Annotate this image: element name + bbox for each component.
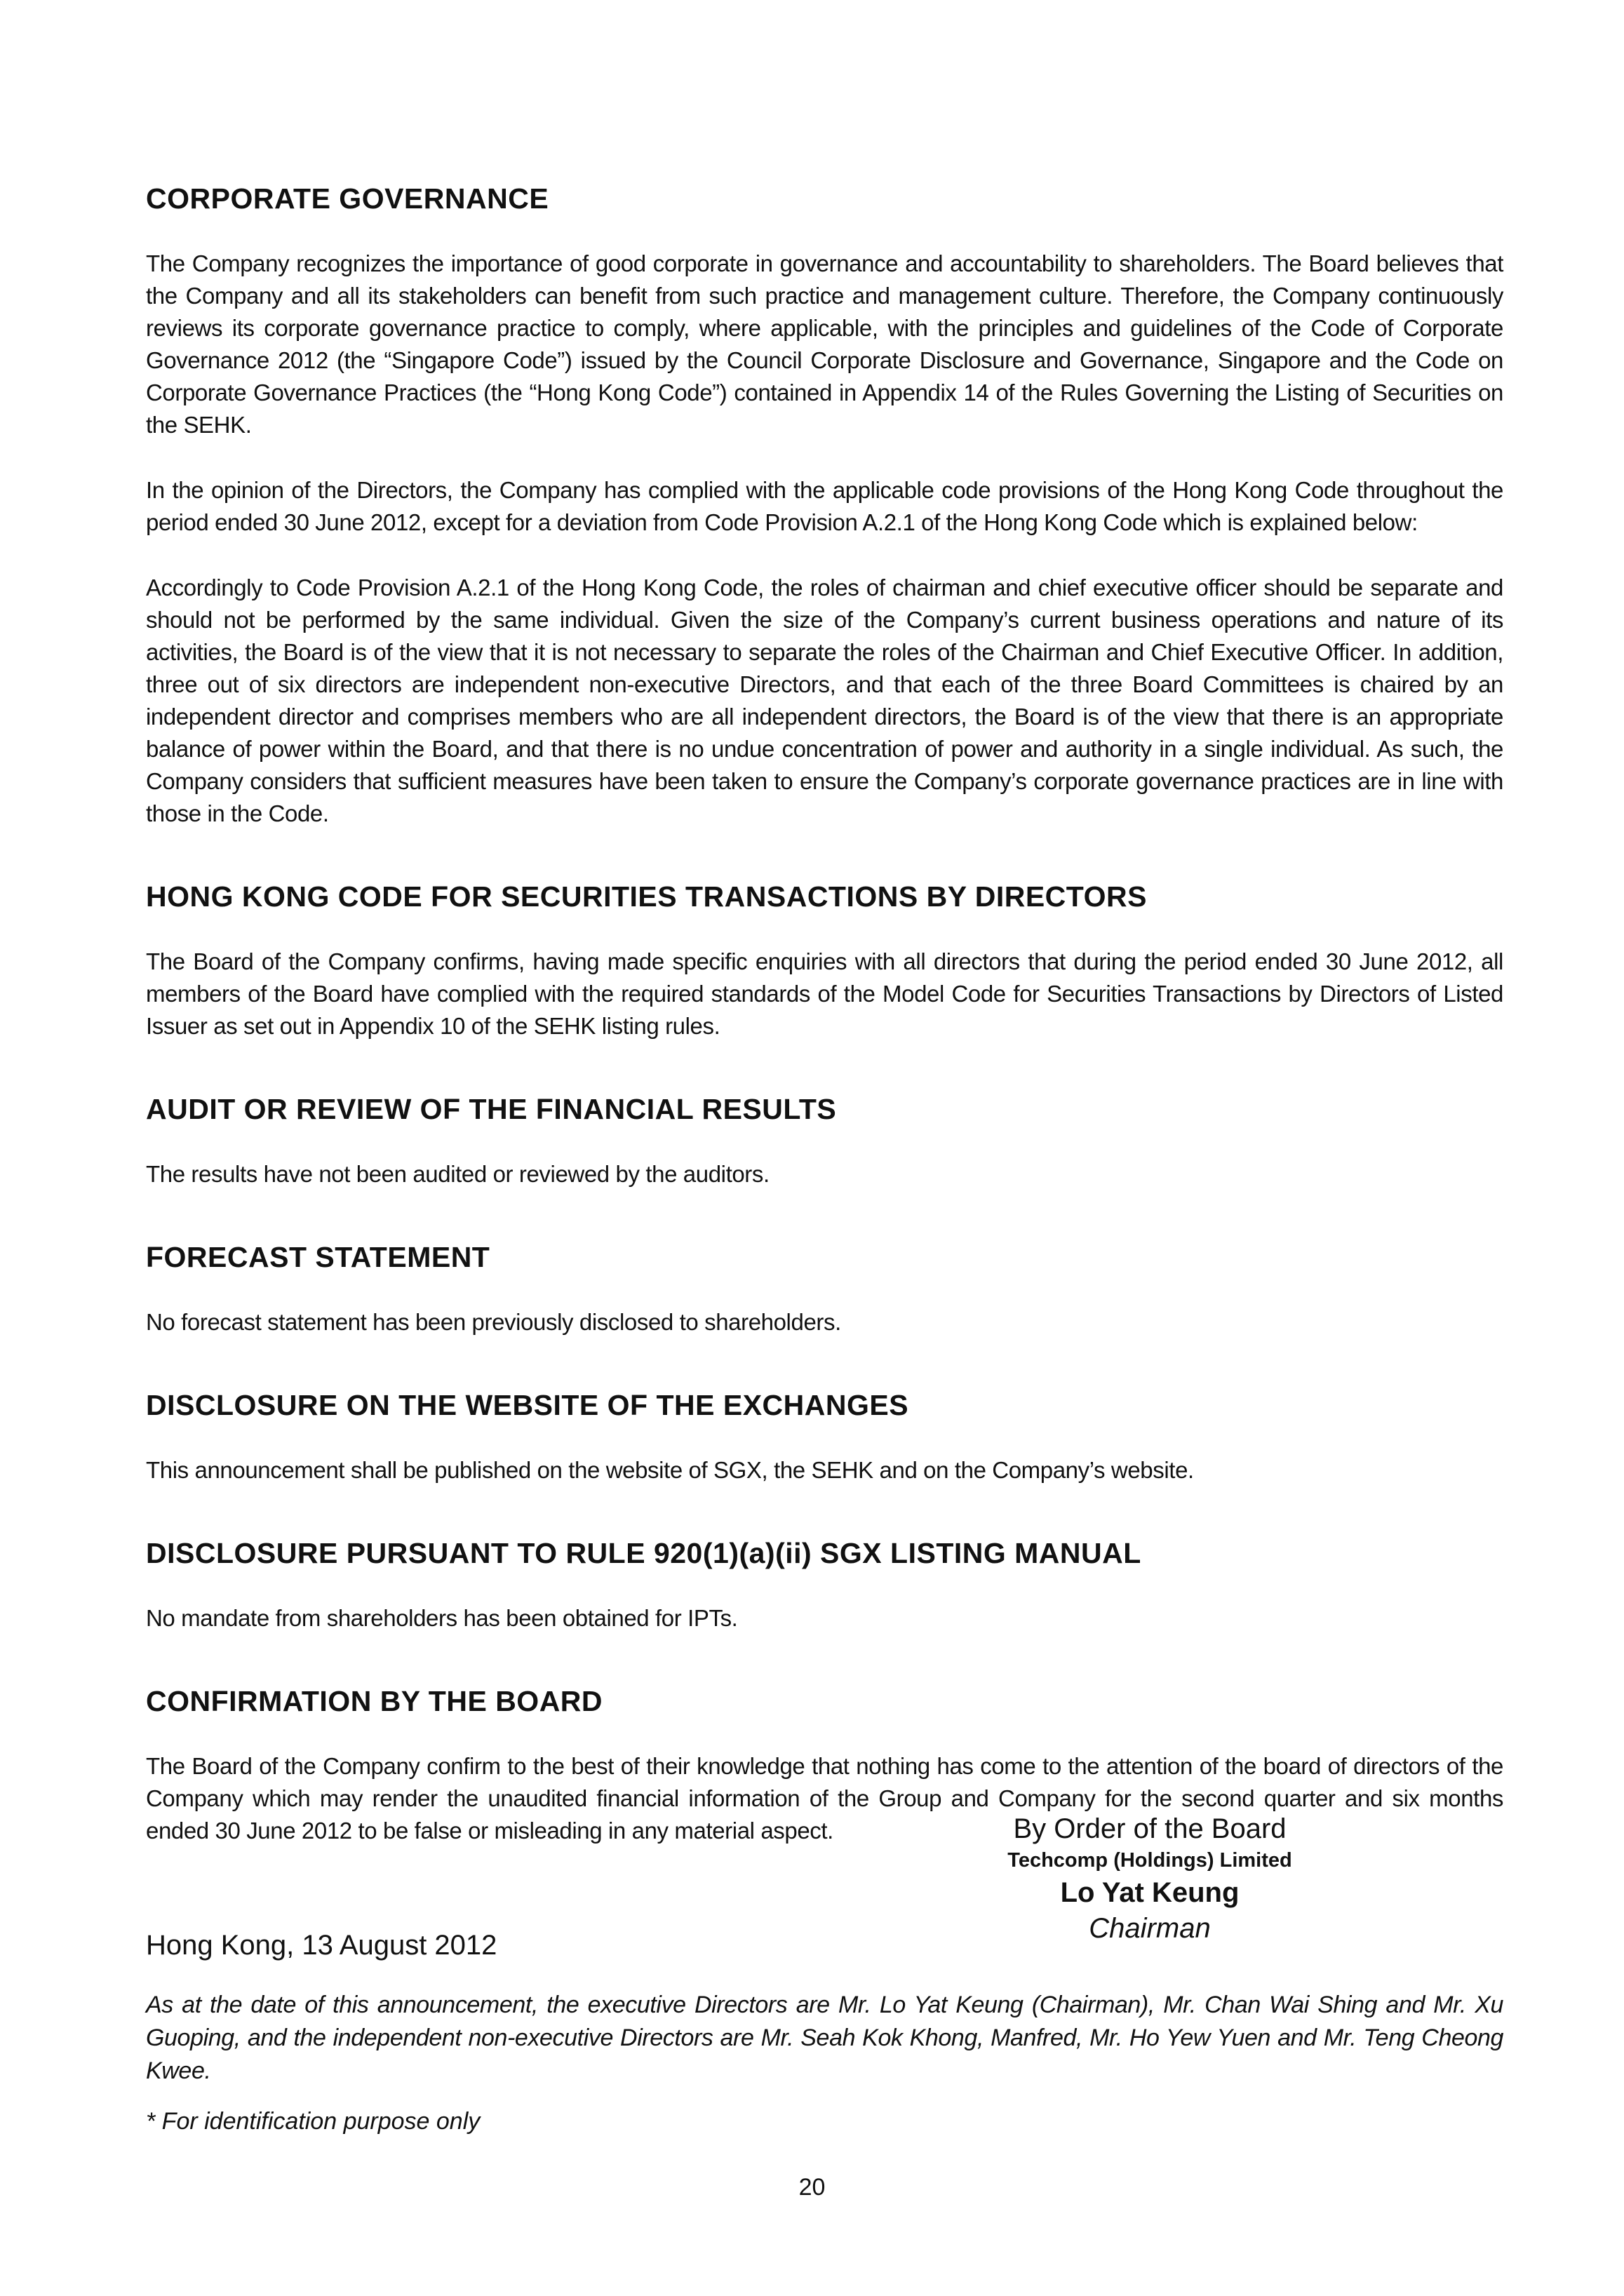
section-rule-920-disclosure xyxy=(146,1537,1503,1634)
section-audit-review xyxy=(146,1093,1503,1190)
footnote: * For identification purpose only xyxy=(146,2108,481,2135)
paragraph: Accordingly to Code Provision A.2.1 of the Hong Kong Code, the roles of chairman and chief executive officer should be separate and should not be performed by the same individual. Given the size of the Company’s current business operations and nature of its activities, the Board is of the view that it is not necessary to separate the roles of the Chairman and Chief Executive Officer. In addition, three out of six directors are independent non-executive Directors, and that each of the three Board Committees is chaired by an independent director and comprises members who are all independent directors, the Board is of the view that there is an appropriate balance of power within the Board, and that there is no undue concentration of power and authority in a single individual. As such, the Company considers that sufficient measures have been taken to ensure the Company’s corporate governance practices are in line with those in the Code. xyxy=(146,575,1503,826)
section-heading: DISCLOSURE ON THE WEBSITE OF THE EXCHANGES xyxy=(146,1389,909,1421)
section-heading: HONG KONG CODE FOR SECURITIES TRANSACTIONS BY DIRECTORS xyxy=(146,880,1147,913)
paragraph: The Board of the Company confirm to the best of their knowledge that nothing has come to the attention of the board of directors of the Company which may render the unaudited financial information of the Group and Company for the second quarter and six months ended 30 June 2012 to be false or misleading in any material aspect. xyxy=(146,1753,1503,1844)
place-date: Hong Kong, 13 August 2012 xyxy=(146,1930,497,1961)
paragraph: The Board of the Company confirms, having made specific enquiries with all directors that during the period ended 30 June 2012, all members of the Board have complied with the required standards of the Model Code for Securities Transactions by Directors of Listed Issuer as set out in Appendix 10 of the SEHK listing rules. xyxy=(146,948,1503,1039)
paragraph: No mandate from shareholders has been obtained for IPTs. xyxy=(146,1605,738,1631)
section-heading: DISCLOSURE PURSUANT TO RULE 920(1)(a)(ii) SGX LISTING MANUAL xyxy=(146,1537,1141,1569)
paragraph: In the opinion of the Directors, the Company has complied with the applicable code provisions of the Hong Kong Code throughout the period ended 30 June 2012, except for a deviation from Code Provision A.2.1 of the Hong Kong Code which is explained below: xyxy=(146,477,1503,535)
section-heading: CONFIRMATION BY THE BOARD xyxy=(146,1685,603,1717)
directors-note: As at the date of this announcement, the executive Directors are Mr. Lo Yat Keung (Chairman), Mr. Chan Wai Shing and Mr. Xu Guoping, and the independent non-executive Directors are Mr. Seah Kok Khong, Manfred, Mr. Ho Yew Yuen and Mr. Teng Cheong Kwee. xyxy=(146,1992,1503,2084)
document-body xyxy=(146,182,1503,1898)
paragraph: This announcement shall be published on the website of SGX, the SEHK and on the Company’s website. xyxy=(146,1457,1194,1483)
signature-name: Lo Yat Keung xyxy=(1060,1877,1240,1908)
paragraph: The results have not been audited or reviewed by the auditors. xyxy=(146,1161,770,1187)
section-heading: CORPORATE GOVERNANCE xyxy=(146,182,549,215)
page-number: 20 xyxy=(798,2174,826,2201)
section-forecast-statement xyxy=(146,1241,1503,1338)
signature-block xyxy=(845,1811,1455,1946)
section-website-disclosure xyxy=(146,1389,1503,1486)
section-heading: AUDIT OR REVIEW OF THE FINANCIAL RESULTS xyxy=(146,1093,837,1125)
paragraph: No forecast statement has been previously disclosed to shareholders. xyxy=(146,1309,841,1335)
signature-company: Techcomp (Holdings) Limited xyxy=(1007,1849,1292,1872)
section-corporate-governance xyxy=(146,182,1503,830)
section-securities-transactions xyxy=(146,880,1503,1042)
paragraph: The Company recognizes the importance of good corporate in governance and accountability to shareholders. The Board believes that the Company and all its stakeholders can benefit from such practice and management culture. Therefore, the Company continuously reviews its corporate governance practice to comply, where applicable, with the principles and guidelines of the Code of Corporate Governance 2012 (the “Singapore Code”) issued by the Council Corporate Disclosure and Governance, Singapore and the Code on Corporate Governance Practices (the “Hong Kong Code”) contained in Appendix 14 of the Rules Governing the Listing of Securities on the SEHK. xyxy=(146,250,1503,438)
signature-order-line: By Order of the Board xyxy=(1013,1813,1287,1844)
section-heading: FORECAST STATEMENT xyxy=(146,1241,490,1273)
signature-title: Chairman xyxy=(1089,1913,1211,1944)
